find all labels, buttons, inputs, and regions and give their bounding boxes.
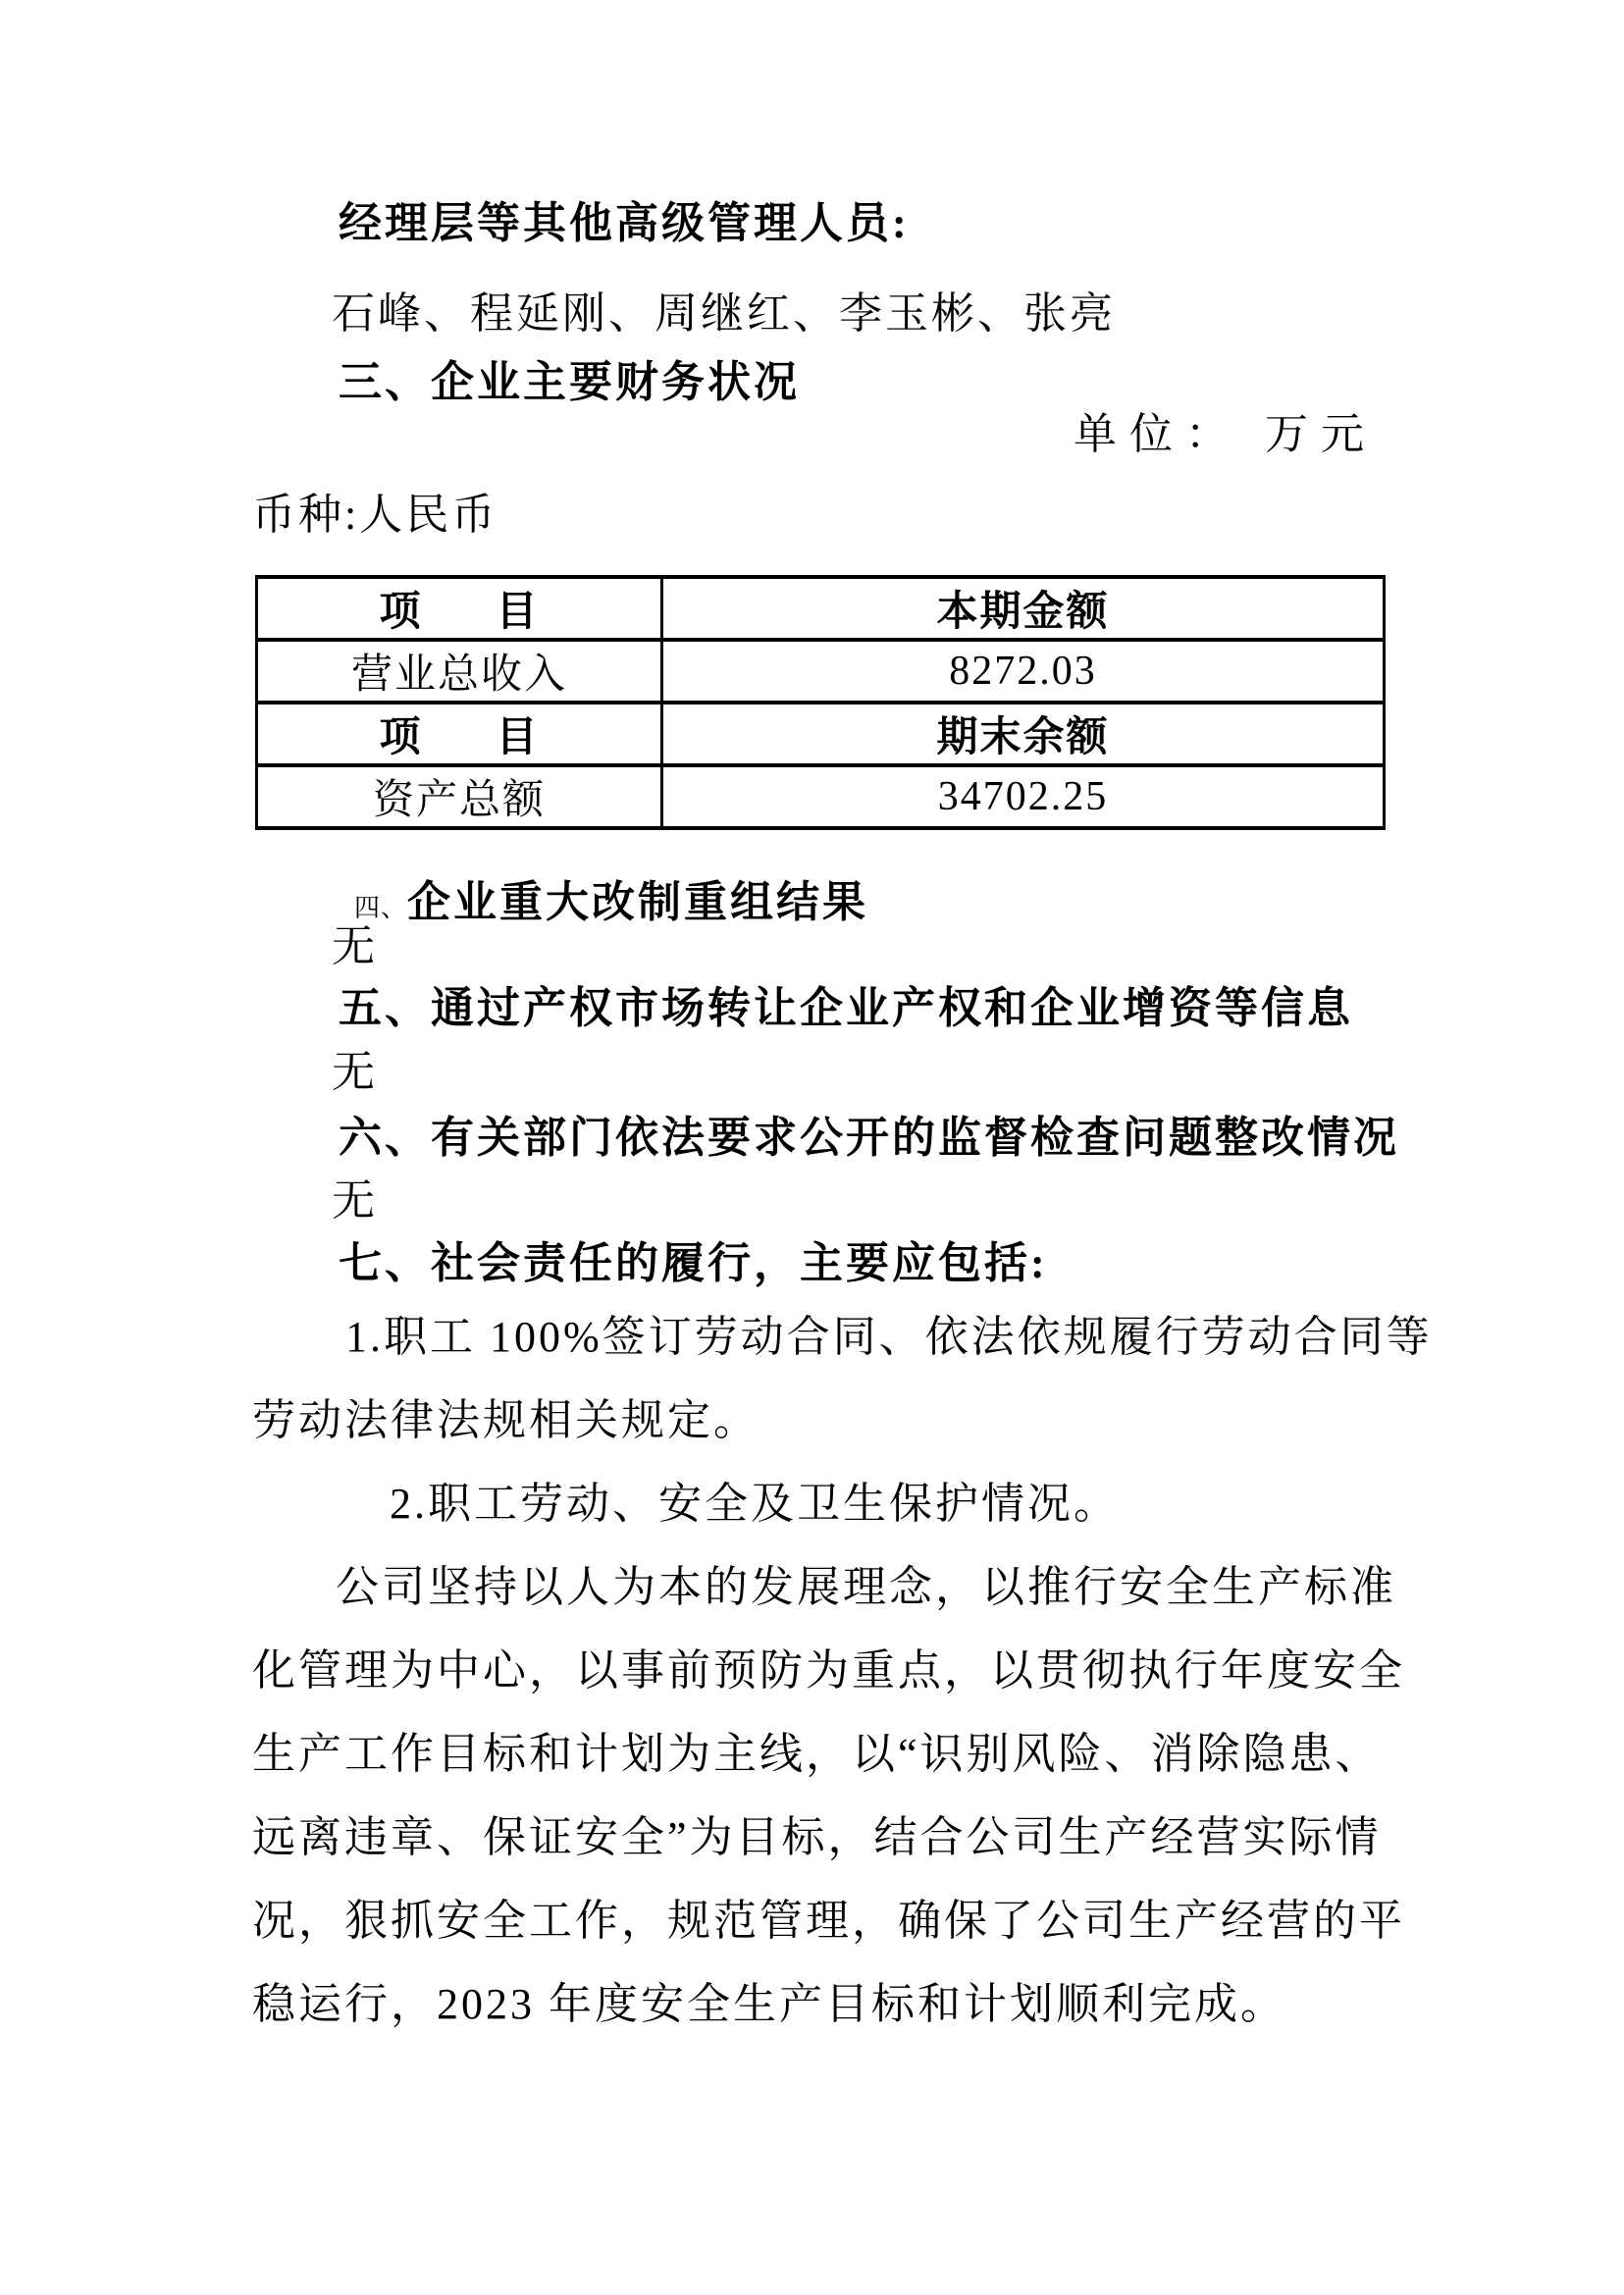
- paragraph-line: 生产工作目标和计划为主线，以“识别风险、消除隐患、: [252, 1730, 1382, 1778]
- management-heading: 经理层等其他高级管理人员:: [339, 199, 910, 247]
- financial-table: [255, 575, 1386, 830]
- paragraph-line: 化管理为中心，以事前预防为重点，以贯彻执行年度安全: [252, 1646, 1405, 1695]
- section6-heading: 六、有关部门依法要求公开的监督检查问题整改情况: [339, 1114, 1399, 1162]
- value-header-cell: 本期金额: [662, 577, 1385, 640]
- paragraph-line: 远离违章、保证安全”为目标，结合公司生产经营实际情: [252, 1813, 1382, 1861]
- table-row: [257, 577, 1385, 640]
- paragraph-line: 况，狠抓安全工作，规范管理，确保了公司生产经营的平: [252, 1897, 1405, 1945]
- item-header-cell: 项 目: [257, 703, 662, 765]
- section6-content: 无: [332, 1176, 377, 1225]
- item-cell: 营业总收入: [257, 640, 662, 703]
- paragraph-line: 稳运行，2023 年度安全生产目标和计划顺利完成。: [252, 1980, 1286, 2028]
- section4-prefix: 四、: [354, 894, 408, 922]
- value-cell: 8272.03: [662, 640, 1385, 703]
- management-names: 石峰、程延刚、周继红、李玉彬、张亮: [332, 289, 1116, 338]
- section3-heading: 三、企业主要财务状况: [339, 358, 800, 406]
- item-cell: 资产总额: [257, 765, 662, 828]
- section5-heading: 五、通过产权市场转让企业产权和企业增资等信息: [339, 984, 1353, 1032]
- table-row: [257, 640, 1385, 703]
- table-row: [257, 703, 1385, 765]
- section4-title: 企业重大改制重组结果: [407, 878, 869, 926]
- section5-content: 无: [332, 1048, 377, 1096]
- paragraph-line: 2.职工劳动、安全及卫生保护情况。: [390, 1480, 1120, 1528]
- section7-heading: 七、社会责任的履行，主要应包括:: [339, 1239, 1048, 1287]
- value-cell: 34702.25: [662, 765, 1385, 828]
- paragraph-line: 1.职工 100%签订劳动合同、依法依规履行劳动合同等: [345, 1313, 1433, 1361]
- section4-heading: [339, 856, 868, 949]
- table-row: [257, 765, 1385, 828]
- item-header-cell: 项 目: [257, 577, 662, 640]
- currency-label: 币种:人民币: [252, 491, 498, 539]
- paragraph-line: 劳动法律法规相关规定。: [252, 1396, 760, 1444]
- paragraph-line: 公司坚持以人为本的发展理念，以推行安全生产标准: [336, 1563, 1396, 1611]
- unit-label: 单位： 万元: [1074, 410, 1377, 458]
- section4-content: 无: [332, 922, 377, 970]
- value-header-cell: 期末余额: [662, 703, 1385, 765]
